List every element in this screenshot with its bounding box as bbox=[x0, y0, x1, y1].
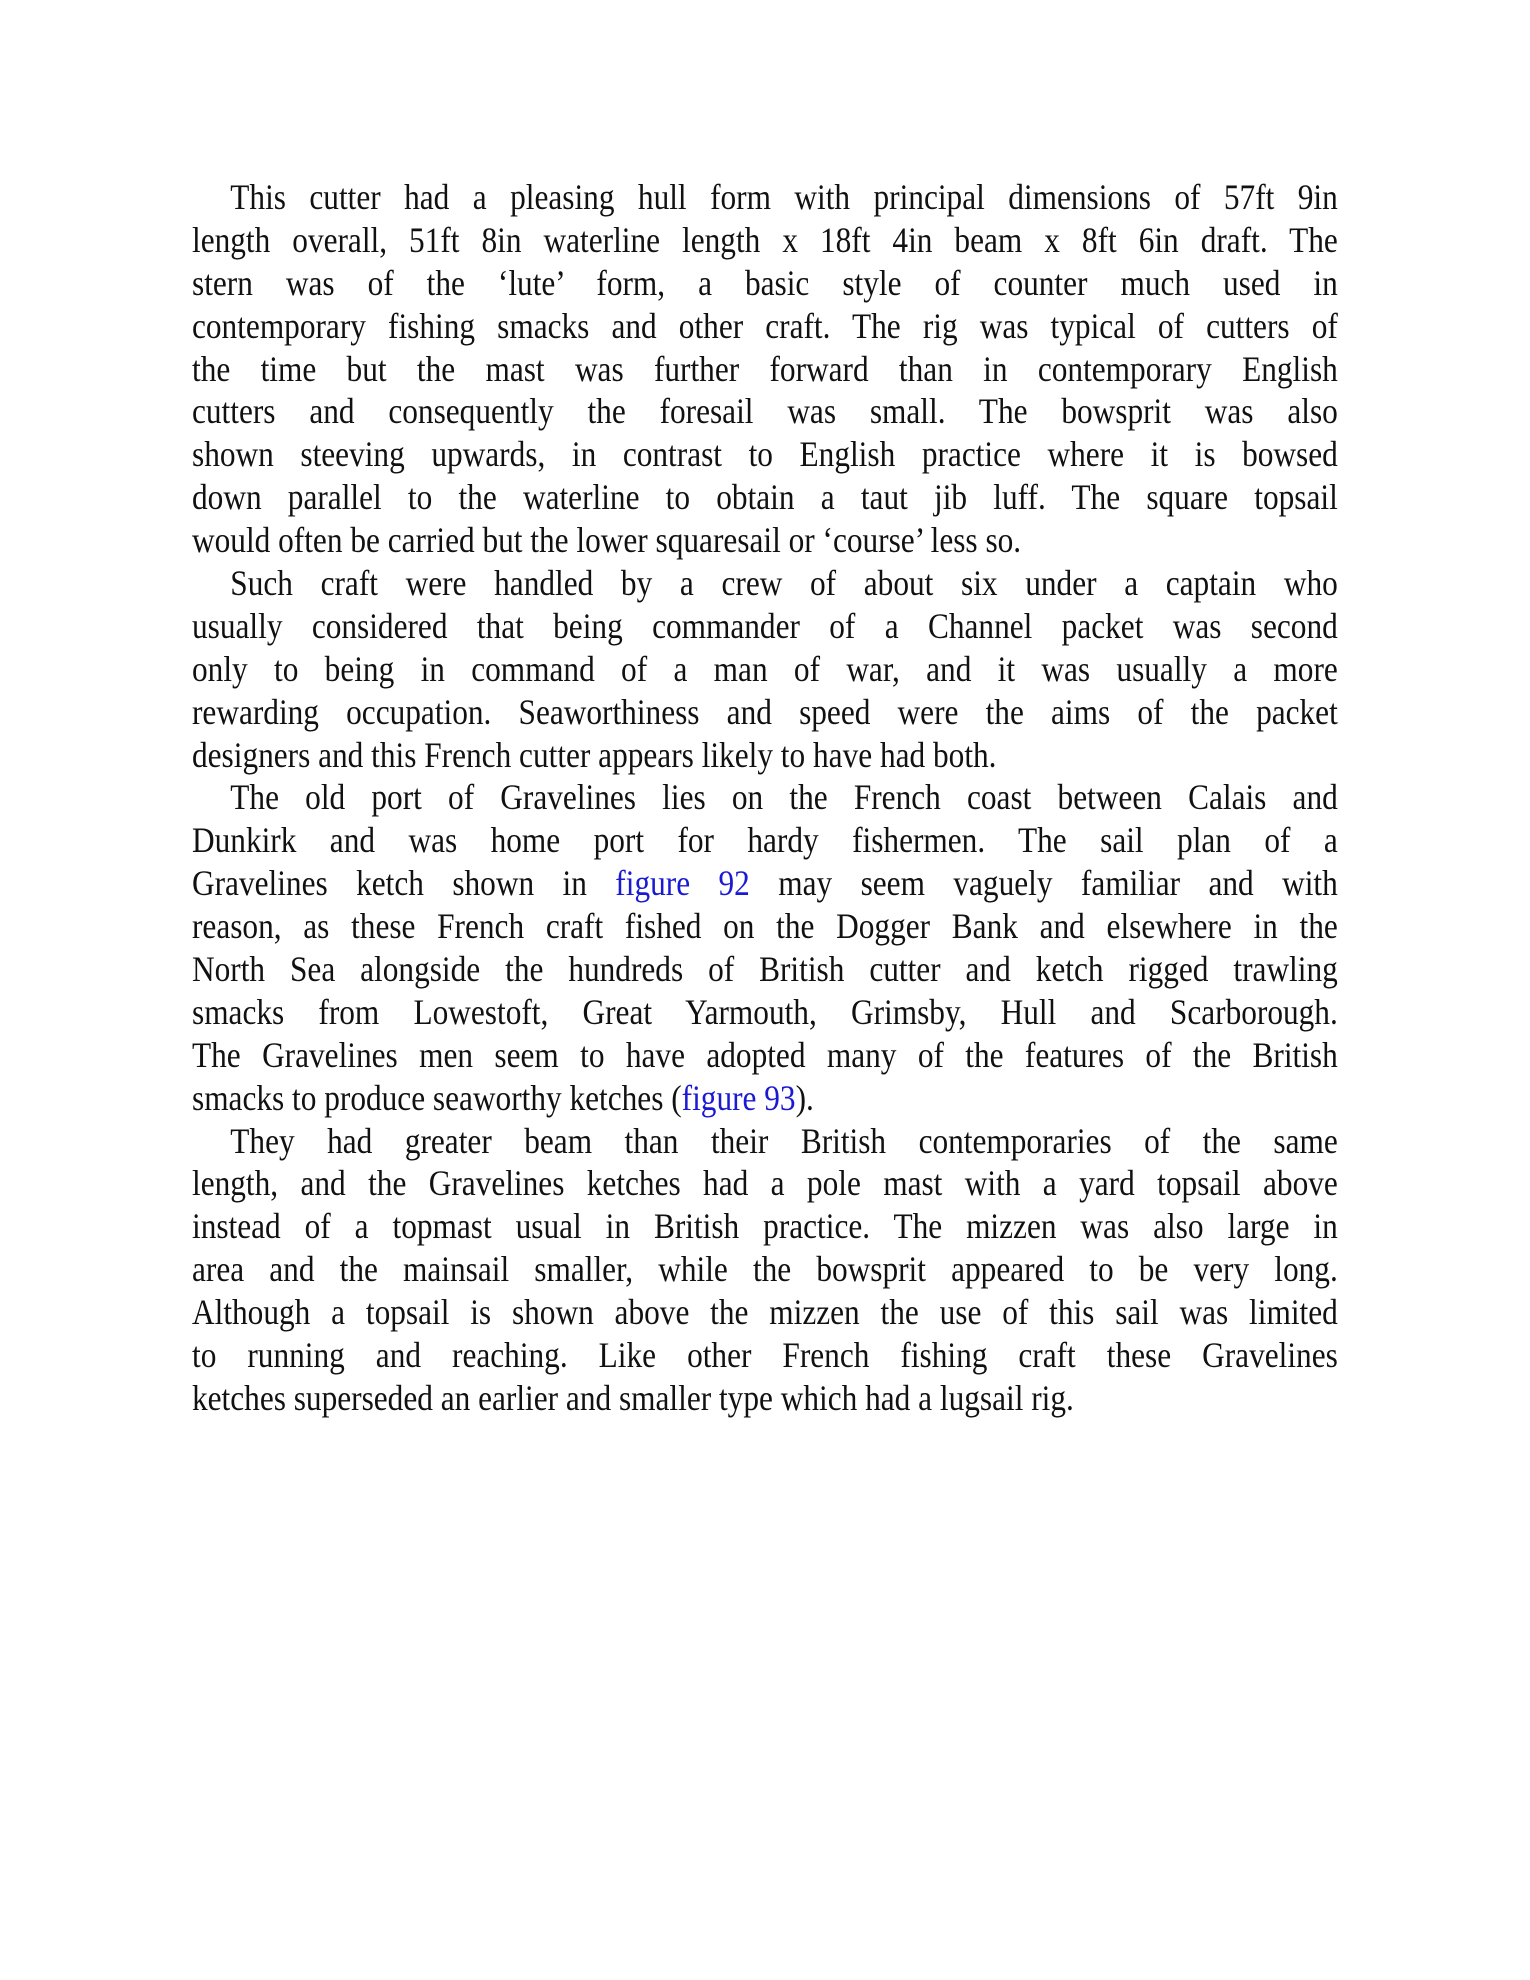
paragraph-4 bbox=[192, 1120, 1338, 1420]
text-line: area and the mainsail smaller, while the bowsprit appeared to be very long. bbox=[192, 1249, 1338, 1290]
figure-92-link[interactable]: figure 92 bbox=[615, 863, 750, 904]
text-line: smacks from Lowestoft, Great Yarmouth, Grimsby, Hull and Scarborough. bbox=[192, 991, 1338, 1032]
text-line: shown steeving upwards, in contrast to English practice where it is bowsed bbox=[192, 434, 1338, 475]
text-line: This cutter had a pleasing hull form with principal dimensions of 57ft 9in bbox=[230, 177, 1338, 217]
text-line: ketches superseded an earlier and smaller type which had a lugsail rig. bbox=[192, 1377, 1074, 1418]
text-line: to running and reaching. Like other French fishing craft these Gravelines bbox=[192, 1335, 1338, 1376]
text-line: down parallel to the waterline to obtain a taut jib luff. The square topsail bbox=[192, 477, 1338, 518]
text-line: Such craft were handled by a crew of about six under a captain who bbox=[230, 563, 1338, 604]
text-line bbox=[192, 862, 1338, 905]
paragraph-1 bbox=[192, 176, 1338, 562]
text-line: usually considered that being commander of a Channel packet was second bbox=[192, 605, 1338, 646]
text-segment: may seem vaguely familiar and with bbox=[749, 863, 1338, 904]
text-line: length, and the Gravelines ketches had a pole mast with a yard topsail above bbox=[192, 1163, 1338, 1204]
text-line: contemporary fishing smacks and other craft. The rig was typical of cutters of bbox=[192, 305, 1338, 346]
text-line: only to being in command of a man of war, and it was usually a more bbox=[192, 648, 1338, 689]
text-line: cutters and consequently the foresail was small. The bowsprit was also bbox=[192, 391, 1338, 432]
text-line: Dunkirk and was home port for hardy fishermen. The sail plan of a bbox=[192, 820, 1338, 861]
paragraph-3 bbox=[192, 776, 1338, 1119]
text-line: the time but the mast was further forward than in contemporary English bbox=[192, 348, 1338, 389]
text-line: stern was of the ‘lute’ form, a basic style of counter much used in bbox=[192, 262, 1338, 303]
text-line: reason, as these French craft fished on the Dogger Bank and elsewhere in the bbox=[192, 906, 1338, 947]
text-segment: smacks to produce seaworthy ketches ( bbox=[192, 1077, 682, 1118]
text-line: The old port of Gravelines lies on the French coast between Calais and bbox=[230, 777, 1338, 818]
text-line: designers and this French cutter appears likely to have had both. bbox=[192, 734, 997, 775]
paragraph-2 bbox=[192, 562, 1338, 776]
text-line: They had greater beam than their British contemporaries of the same bbox=[230, 1120, 1338, 1161]
figure-93-link[interactable]: figure 93 bbox=[681, 1077, 796, 1118]
text-segment: ). bbox=[795, 1077, 814, 1118]
document-page bbox=[192, 176, 1338, 1420]
text-line bbox=[192, 1077, 1338, 1120]
text-segment: Gravelines ketch shown in bbox=[192, 863, 616, 904]
text-line: Although a topsail is shown above the mizzen the use of this sail was limited bbox=[192, 1292, 1338, 1333]
text-line: rewarding occupation. Seaworthiness and speed were the aims of the packet bbox=[192, 691, 1338, 732]
text-line: length overall, 51ft 8in waterline length x 18ft 4in beam x 8ft 6in draft. The bbox=[192, 219, 1338, 260]
text-line: North Sea alongside the hundreds of British cutter and ketch rigged trawling bbox=[192, 949, 1338, 990]
text-line: The Gravelines men seem to have adopted many of the features of the British bbox=[192, 1034, 1338, 1075]
text-line: would often be carried but the lower squaresail or ‘course’ less so. bbox=[192, 520, 1022, 561]
text-line: instead of a topmast usual in British practice. The mizzen was also large in bbox=[192, 1206, 1338, 1247]
